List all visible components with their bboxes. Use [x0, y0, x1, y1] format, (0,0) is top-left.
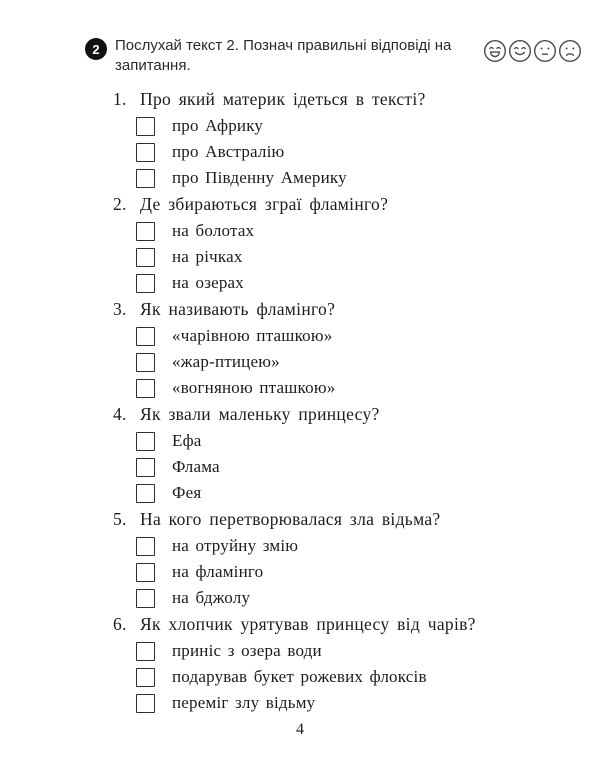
answer-option[interactable] — [0, 428, 600, 454]
question-number: 1. — [113, 89, 127, 109]
checkbox[interactable] — [136, 642, 155, 661]
question-text: Як хлопчик урятував принцесу від чарів? — [140, 614, 476, 634]
neutral-face-icon[interactable] — [533, 39, 557, 63]
answer-option[interactable] — [0, 585, 600, 611]
question-text: Про який материк ідеться в тексті? — [140, 89, 426, 109]
option-label: «чарівною пташкою» — [172, 326, 333, 345]
question-title — [0, 509, 600, 530]
question-6 — [0, 614, 600, 716]
laughing-face-icon[interactable] — [483, 39, 507, 63]
question-number: 2. — [113, 194, 127, 214]
checkbox[interactable] — [136, 668, 155, 687]
sad-face-icon[interactable] — [558, 39, 582, 63]
checkbox[interactable] — [136, 589, 155, 608]
checkbox[interactable] — [136, 353, 155, 372]
question-number: 4. — [113, 404, 127, 424]
answer-option[interactable] — [0, 559, 600, 585]
answer-option[interactable] — [0, 533, 600, 559]
option-label: на отруйну змію — [172, 536, 299, 555]
answer-option[interactable] — [0, 664, 600, 690]
option-label: Фея — [172, 483, 202, 502]
option-label: на болотах — [172, 221, 255, 240]
answer-option[interactable] — [0, 218, 600, 244]
option-label: Ефа — [172, 431, 202, 450]
checkbox[interactable] — [136, 432, 155, 451]
question-3 — [0, 299, 600, 401]
option-label: на бджолу — [172, 588, 251, 607]
answer-option[interactable] — [0, 638, 600, 664]
option-label: приніс з озера води — [172, 641, 322, 660]
option-label: на фламінго — [172, 562, 264, 581]
answer-option[interactable] — [0, 244, 600, 270]
checkbox[interactable] — [136, 379, 155, 398]
question-text: Як звали маленьку принцесу? — [140, 404, 380, 424]
page-number: 4 — [296, 721, 304, 738]
question-title — [0, 404, 600, 425]
task-instruction: Послухай текст 2. Познач правильні відповіді на запитання. — [115, 37, 452, 74]
self-assessment-faces — [483, 39, 582, 63]
option-label: подарував букет рожевих флоксів — [172, 667, 427, 686]
question-2 — [0, 194, 600, 296]
checkbox[interactable] — [136, 458, 155, 477]
option-label: на озерах — [172, 273, 244, 292]
answer-option[interactable] — [0, 113, 600, 139]
checkbox[interactable] — [136, 563, 155, 582]
checkbox[interactable] — [136, 484, 155, 503]
checkbox[interactable] — [136, 143, 155, 162]
checkbox[interactable] — [136, 169, 155, 188]
checkbox[interactable] — [136, 327, 155, 346]
option-label: про Південну Америку — [172, 168, 347, 187]
question-text: На кого перетворювалася зла відьма? — [140, 509, 441, 529]
checkbox[interactable] — [136, 222, 155, 241]
questions-list — [0, 89, 600, 716]
question-1 — [0, 89, 600, 191]
option-label: про Австралію — [172, 142, 285, 161]
question-title — [0, 614, 600, 635]
checkbox[interactable] — [136, 537, 155, 556]
option-label: Флама — [172, 457, 220, 476]
question-text: Як називають фламінго? — [140, 299, 336, 319]
answer-option[interactable] — [0, 323, 600, 349]
answer-option[interactable] — [0, 375, 600, 401]
answer-option[interactable] — [0, 270, 600, 296]
checkbox[interactable] — [136, 274, 155, 293]
task-number-badge: 2 — [85, 38, 107, 60]
option-label: «жар-птицею» — [172, 352, 280, 371]
answer-option[interactable] — [0, 690, 600, 716]
answer-option[interactable] — [0, 349, 600, 375]
answer-option[interactable] — [0, 139, 600, 165]
question-title — [0, 89, 600, 110]
question-5 — [0, 509, 600, 611]
smiling-face-icon[interactable] — [508, 39, 532, 63]
checkbox[interactable] — [136, 117, 155, 136]
answer-option[interactable] — [0, 480, 600, 506]
question-text: Де збираються зграї фламінго? — [140, 194, 389, 214]
option-label: про Африку — [172, 116, 264, 135]
option-label: переміг злу відьму — [172, 693, 316, 712]
question-number: 5. — [113, 509, 127, 529]
question-4 — [0, 404, 600, 506]
question-title — [0, 299, 600, 320]
option-label: «вогняною пташкою» — [172, 378, 336, 397]
question-title — [0, 194, 600, 215]
answer-option[interactable] — [0, 165, 600, 191]
option-label: на річках — [172, 247, 243, 266]
question-number: 6. — [113, 614, 127, 634]
question-number: 3. — [113, 299, 127, 319]
checkbox[interactable] — [136, 694, 155, 713]
task-header — [0, 36, 600, 76]
checkbox[interactable] — [136, 248, 155, 267]
answer-option[interactable] — [0, 454, 600, 480]
